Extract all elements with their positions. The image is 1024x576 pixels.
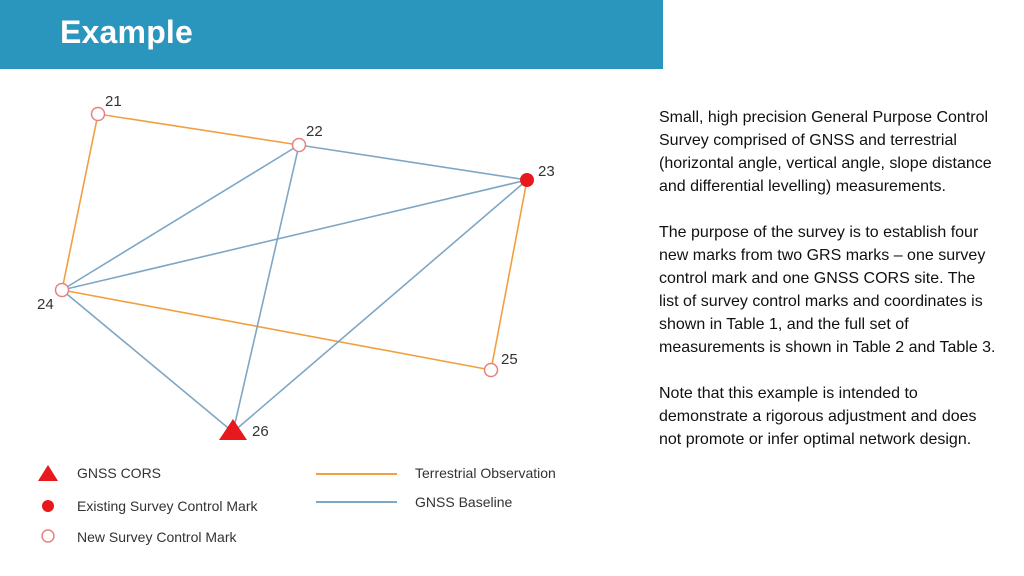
legend-gnss-cors-label: GNSS CORS	[77, 465, 162, 481]
node-label-23: 23	[538, 163, 555, 180]
legend-existing-mark-icon	[42, 500, 54, 512]
legend-gnss-baseline-label: GNSS Baseline	[415, 494, 513, 510]
edge-22-26	[233, 145, 299, 432]
legend	[38, 465, 556, 545]
description-paragraph-3: Note that this example is intended to demonstrate a rigorous adjustment and does not promote or infer optimal network design.	[659, 385, 977, 448]
edge-23-24	[62, 180, 527, 290]
network-edges	[62, 114, 527, 432]
node-label-24: 24	[37, 296, 54, 313]
edge-23-25	[491, 180, 527, 370]
legend-new-mark-icon	[42, 530, 54, 542]
node-label-21: 21	[105, 93, 122, 110]
edge-22-23	[299, 145, 527, 180]
edge-22-24	[62, 145, 299, 290]
legend-new-mark-label: New Survey Control Mark	[77, 529, 237, 545]
node-label-26: 26	[252, 423, 269, 440]
node-25-marker	[485, 364, 498, 377]
description-text	[659, 106, 999, 474]
edge-21-22	[98, 114, 299, 145]
description-paragraph-1: Small, high precision General Purpose Control Survey comprised of GNSS and terrestrial (horizontal angle, vertical angle, slope distance and differential levelling) measurements.	[659, 109, 992, 195]
node-label-22: 22	[306, 123, 323, 140]
edge-21-24	[62, 114, 98, 290]
node-label-25: 25	[501, 351, 518, 368]
edge-24-26	[62, 290, 233, 432]
edge-24-25	[62, 290, 491, 370]
legend-terrestrial-label: Terrestrial Observation	[415, 465, 556, 481]
slide-title: Example	[60, 14, 194, 50]
node-22-marker	[293, 139, 306, 152]
node-21-marker	[92, 108, 105, 121]
node-23-marker	[520, 173, 534, 187]
edge-23-26	[233, 180, 527, 432]
description-paragraph-2: The purpose of the survey is to establish four new marks from two GRS marks – one survey control mark and one GNSS CORS site. The list of survey control marks and coordinates is shown in Table 1, and the full set of measurements is shown in Table 2 and Table 3.	[659, 224, 996, 356]
legend-existing-mark-label: Existing Survey Control Mark	[77, 498, 258, 514]
legend-gnss-cors-icon	[38, 465, 58, 481]
node-24-marker	[56, 284, 69, 297]
node-26-marker	[219, 419, 247, 440]
